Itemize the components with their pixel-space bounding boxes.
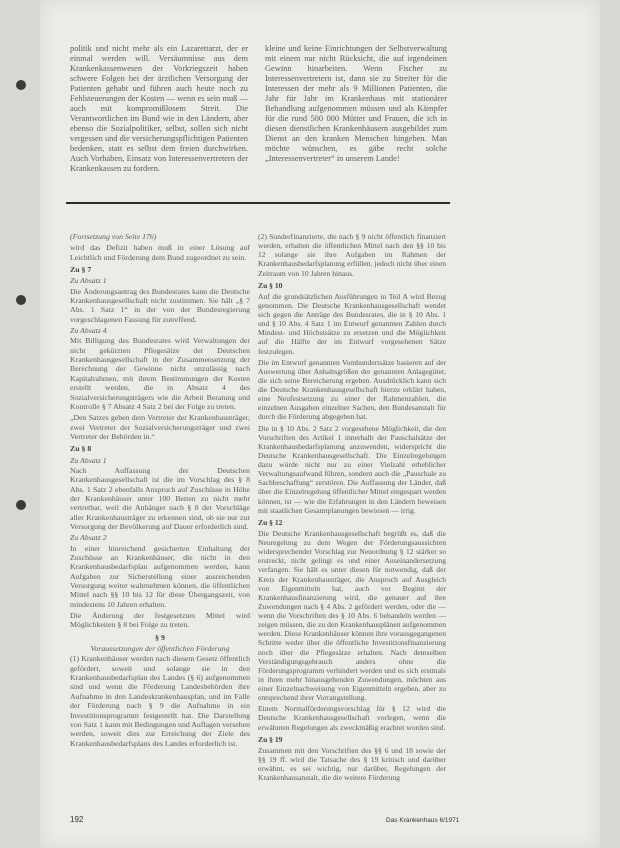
punch-hole-top xyxy=(16,80,26,90)
subsection-heading: Zu Absatz 4 xyxy=(70,326,107,336)
subsection-heading: Zu Absatz 1 xyxy=(70,455,107,465)
paragraph: Nach Auffassung der Deutschen Krankenhausgesellschaft ist die im Vorschlag des § 8 Abs. 1 Satz 2 ebenfalls Anspruch auf Zuschüsse in Höhe der Krankenhäuser unter 100 Betten zu nicht mehr vertretbar, weil die Anhänger nach § 8 der Vorschläge aller Krankenhausträger zu erkennen sind, ob sie nur zur Versorgung der Bevölkerung auf Dauer erforderlich sind. xyxy=(70,465,250,531)
lower-right-column xyxy=(258,232,446,784)
paragraph: Die Änderungsantrag des Bundesrates kann die Deutsche Krankenhausgesellschaft nicht zustimmen. Sie hält „§ 7 Abs. 1 Satz 1“ in der von der Bundesregierung vorgeschlagenen Fassung für zutreffend. xyxy=(70,286,250,324)
lower-left-column xyxy=(70,232,250,750)
top-left-column xyxy=(70,44,248,194)
paragraph: Mit Billigung des Bundesrates wird Verwaltungen der nicht gekürzten Pflegesätze der Deutschen Krankenhausgesellschaft in der Zusammensetzung der Berechnung der Gewinne nicht unzulässig nach Kapitalrahmen, mit ihrem Bestimmungen der Kosten erstellt werden, die in Absatz 4 des Sozialversicherungsträgers wie die Arbeit Beratung und Kontrolle § 7 Absatz 4 Satz 2 bei der Folge zu treten. xyxy=(70,336,250,411)
section-heading: Zu § 8 xyxy=(70,444,92,454)
section-heading: Zu § 10 xyxy=(258,280,283,290)
paragraph: „Den Satzes geben dem Vertreter der Krankenhausträger, zwei Vertreter der Sozialversicherungsträger und zwei Vertreter der Behörden in.“ xyxy=(70,413,250,441)
section-heading: § 9 xyxy=(155,632,165,642)
top-left-text: politik und nicht mehr als ein Lazarettarzt, der er einmal werden will. Versäumnisse aus dem Krankenkassenwesen der Vorkriegszeit haben schwere Folgen bei der ärztlichen Versorgung der Patienten gehabt und führen auch heute noch zu Fehlsteuerungen der Kosten — wenn es sein muß — auch mit kompromißlosem Streit. Die Verantwortlichen im Bund wie in den Ländern, aber ebenso die Sozialpolitiker, selbst, sollen sich nicht vergessen und die versicherungspflichtigen Patienten bedenken, statt es selbst dem freien durchwirken. Auch Vorhaben, Einsatz von Interessenvertretern der Krankenkassen zu fordern. xyxy=(70,44,248,173)
section-heading: Zu § 19 xyxy=(258,734,283,744)
page-number: 192 xyxy=(70,815,84,824)
paragraph: Zusammen mit den Vorschriften des §§ 6 und 18 sowie der §§ 19 ff. wird die Tatsache des § 19 kritisch und darüber erwähnt, es sei wichtig, nur darüber, Regelungen der Krankenhausanstalt, die die weitere Förderung xyxy=(258,745,446,783)
paragraph: Die Deutsche Krankenhausgesellschaft begrüßt es, daß die Neuregelung zu dem Wegen der Förderungsaussichten widersprechender Vorschlag zur Neuordnung § 12 stärker so erstreckt, nicht gelingt es und einer Auseinandersetzung verfangen. Sie hält es unter diesen für notwendig, daß der Kreis der Krankenhausträger, die Anspruch auf Ausgleich von Eigenmitteln hat, auch vor Beginn der Krankenhausfinanzierung wird, die genauer auf ihre Zuwendungen nach § 4 Abs. 2 gefördert werden, oder die — wenn die Vorschriften des § 10 Abs. 6 behandeln werden — zeigen müssen, die zu den Krankenhausplänen aufgenommen werden. Diese Krankenhäuser können ihre vorausgegangenen Schritte weder über die öffentliche Investitionsfinanzierung noch über die Pflegesätze erhalten. Nach demselben Verständigungsgebrauch anders ohne die Förderungsprogramm verhindert werden und es sich erstmals in ihren mehr hinausgehenden Zuwendungen, möchten aus einer Einzelnachweisung von Eigenmitteln ergeben, aber zu entsprechend ihrer Vorrangstellung. xyxy=(258,528,446,703)
intro-text: wird das Defizit haben muß in einer Lösung auf Leichtlich und Förderung dem Bund zugeordnet zu sein. xyxy=(70,243,250,262)
paragraph: (1) Krankenhäuser werden nach diesem Gesetz öffentlich gefördert, soweit und solange sie in den Krankenhausbedarfsplan des Landes (§ 6) aufgenommen sind und wenn die Förderung Landesbehörden ihre Aufnahme in den Landeskrankenhausplan, und im Falle der Förderung nach § 9 die Aufnahme in ein Investitionsprogramm festgestellt hat. Die Darstellung von Satz 1 kann mit Bedingungen und Auflagen versehen werden, soweit dies zur Erreichung der Ziele des Krankenhausbedarfsplans des Landes erforderlich ist. xyxy=(70,654,250,748)
punch-hole-bottom xyxy=(16,500,26,510)
top-right-column xyxy=(265,44,447,194)
paragraph: Einem Normalförderungsvorschlag für § 12 wird die Deutsche Krankenhausgesellschaft vorlegen, wenn die erwähnten Regelungen als zweckmäßig erachtet worden sind. xyxy=(258,704,446,732)
paragraph: Auf die grundsätzlichen Ausführungen in Teil A wird Bezug genommen. Die Deutsche Krankenhausgesellschaft wendet sich gegen die Anträge des Bundesrates, die in § 10 Abs. 1 und § 10 Abs. 4 Satz 1 im Entwurf genannten Zahlen durch Mindest- und Höchstsätze zu ersetzen und die Möglichkeit auf die Hälfte der im Entwurf vorgesehenen Sätze festzulegen. xyxy=(258,291,446,356)
paragraph: Die im Entwurf genannten Vomhundertsätze basieren auf der Auswertung über Anhaltsgrößen der genannten Anlagegüter, die sich seine Bereicherung ergeben. Ausdrücklich kann sich die Deutsche Krankenhausgesellschaft hierzu erklärt haben, eine Neufestsetzung zu einer der Rahmenzahlen, die einzelnen Ausgaben einzelner Sachen, den Bundesanstalt für durch die Förderung abgegeben hat. xyxy=(258,357,446,422)
punch-hole-middle xyxy=(16,295,26,305)
section-divider xyxy=(66,202,450,204)
journal-footer: Das Krankenhaus 6/1971 xyxy=(386,817,460,824)
subsection-heading: Zu Absatz 2 xyxy=(70,533,107,543)
paragraph: (2) Sonderfinanzierte, die nach § 9 nicht öffentlich finanziert werden, erhalten die öffentlichen Mittel nach den §§ 10 bis 12 solange sie ihre Aufgaben im Rahmen der Krankenhausbedarfsplanung erfüllen, jedoch nicht über einen Zeitraum von 10 Jahren hinaus. xyxy=(258,232,446,278)
subsection-heading: Zu Absatz 1 xyxy=(70,276,107,286)
section-heading: Zu § 12 xyxy=(258,517,283,527)
top-right-text: kleine und keine Einrichtungen der Selbstverwaltung mit einem nur nicht Rücksicht, die auf irgendeinen Gewinn hinarbeiten. Wenn Fischer zu Interessenvertretern ist, dann sie zu Streiter für die Interessen der mehr als 9 Millionen Patienten, die Jahr für Jahr im Krankenhaus mit stationärer Behandlung aufgenommen müssen und als Kämpfer für die rund 500 000 Mütter und Frauen, die ich in diesen dienstlichen Krankenhäusern ausgebildet zum Dienst an den kranken Menschen hingeben. Man möchte wünschen, es gäbe recht solche „Interessenvertreter“ in unserem Lande! xyxy=(265,44,447,163)
continuation-note: (Fortsetzung von Seite 176) xyxy=(70,232,157,241)
paragraph: Die Änderung der festgesetzten Mittel wird Möglichkeiten § 8 bei Folge zu treten. xyxy=(70,611,250,630)
section-title: Voraussetzungen der öffentlichen Förderung xyxy=(90,644,230,654)
paragraph: In einer hinreichend gesicherten Einhaltung der Zuschüsse an Krankenhäuser, die nicht in den Krankenhausbedarfsplan aufgenommen werden, kann Aufgaben zur Sicherstellung einer ausreichenden Versorgung weiter wahrnehmen können, die öffentlichen Mittel nach §§ 10 bis 12 für diese Übergangszeit, von mindestens 10 Jahren erhalten. xyxy=(70,543,250,609)
paragraph: Die in § 10 Abs. 2 Satz 2 vorgesehene Möglichkeit, die den Vorschriften des Artikel 1 innerhalb der Pauschalsätze der Krankenhausbedarfsplanung anzuwenden, widerspricht die Deutsche Krankenhausgesellschaft. Die Einzelregelungen dazu würde nicht nur zu einer Vielzahl erheblicher Verwaltungsaufwand führen, sondern auch die „Pauschale zu Sachbeschaffung“ zerstören. Die Auffassung der Länder, daß über die Einzelregelung öffentlicher Mittel eingespart werden können, ist — wie die Erfahrungen in den Ländern beweisen mit staatlichen Gesamtplanungen bewiesen — irrig. xyxy=(258,423,446,515)
section-heading: Zu § 7 xyxy=(70,265,92,275)
